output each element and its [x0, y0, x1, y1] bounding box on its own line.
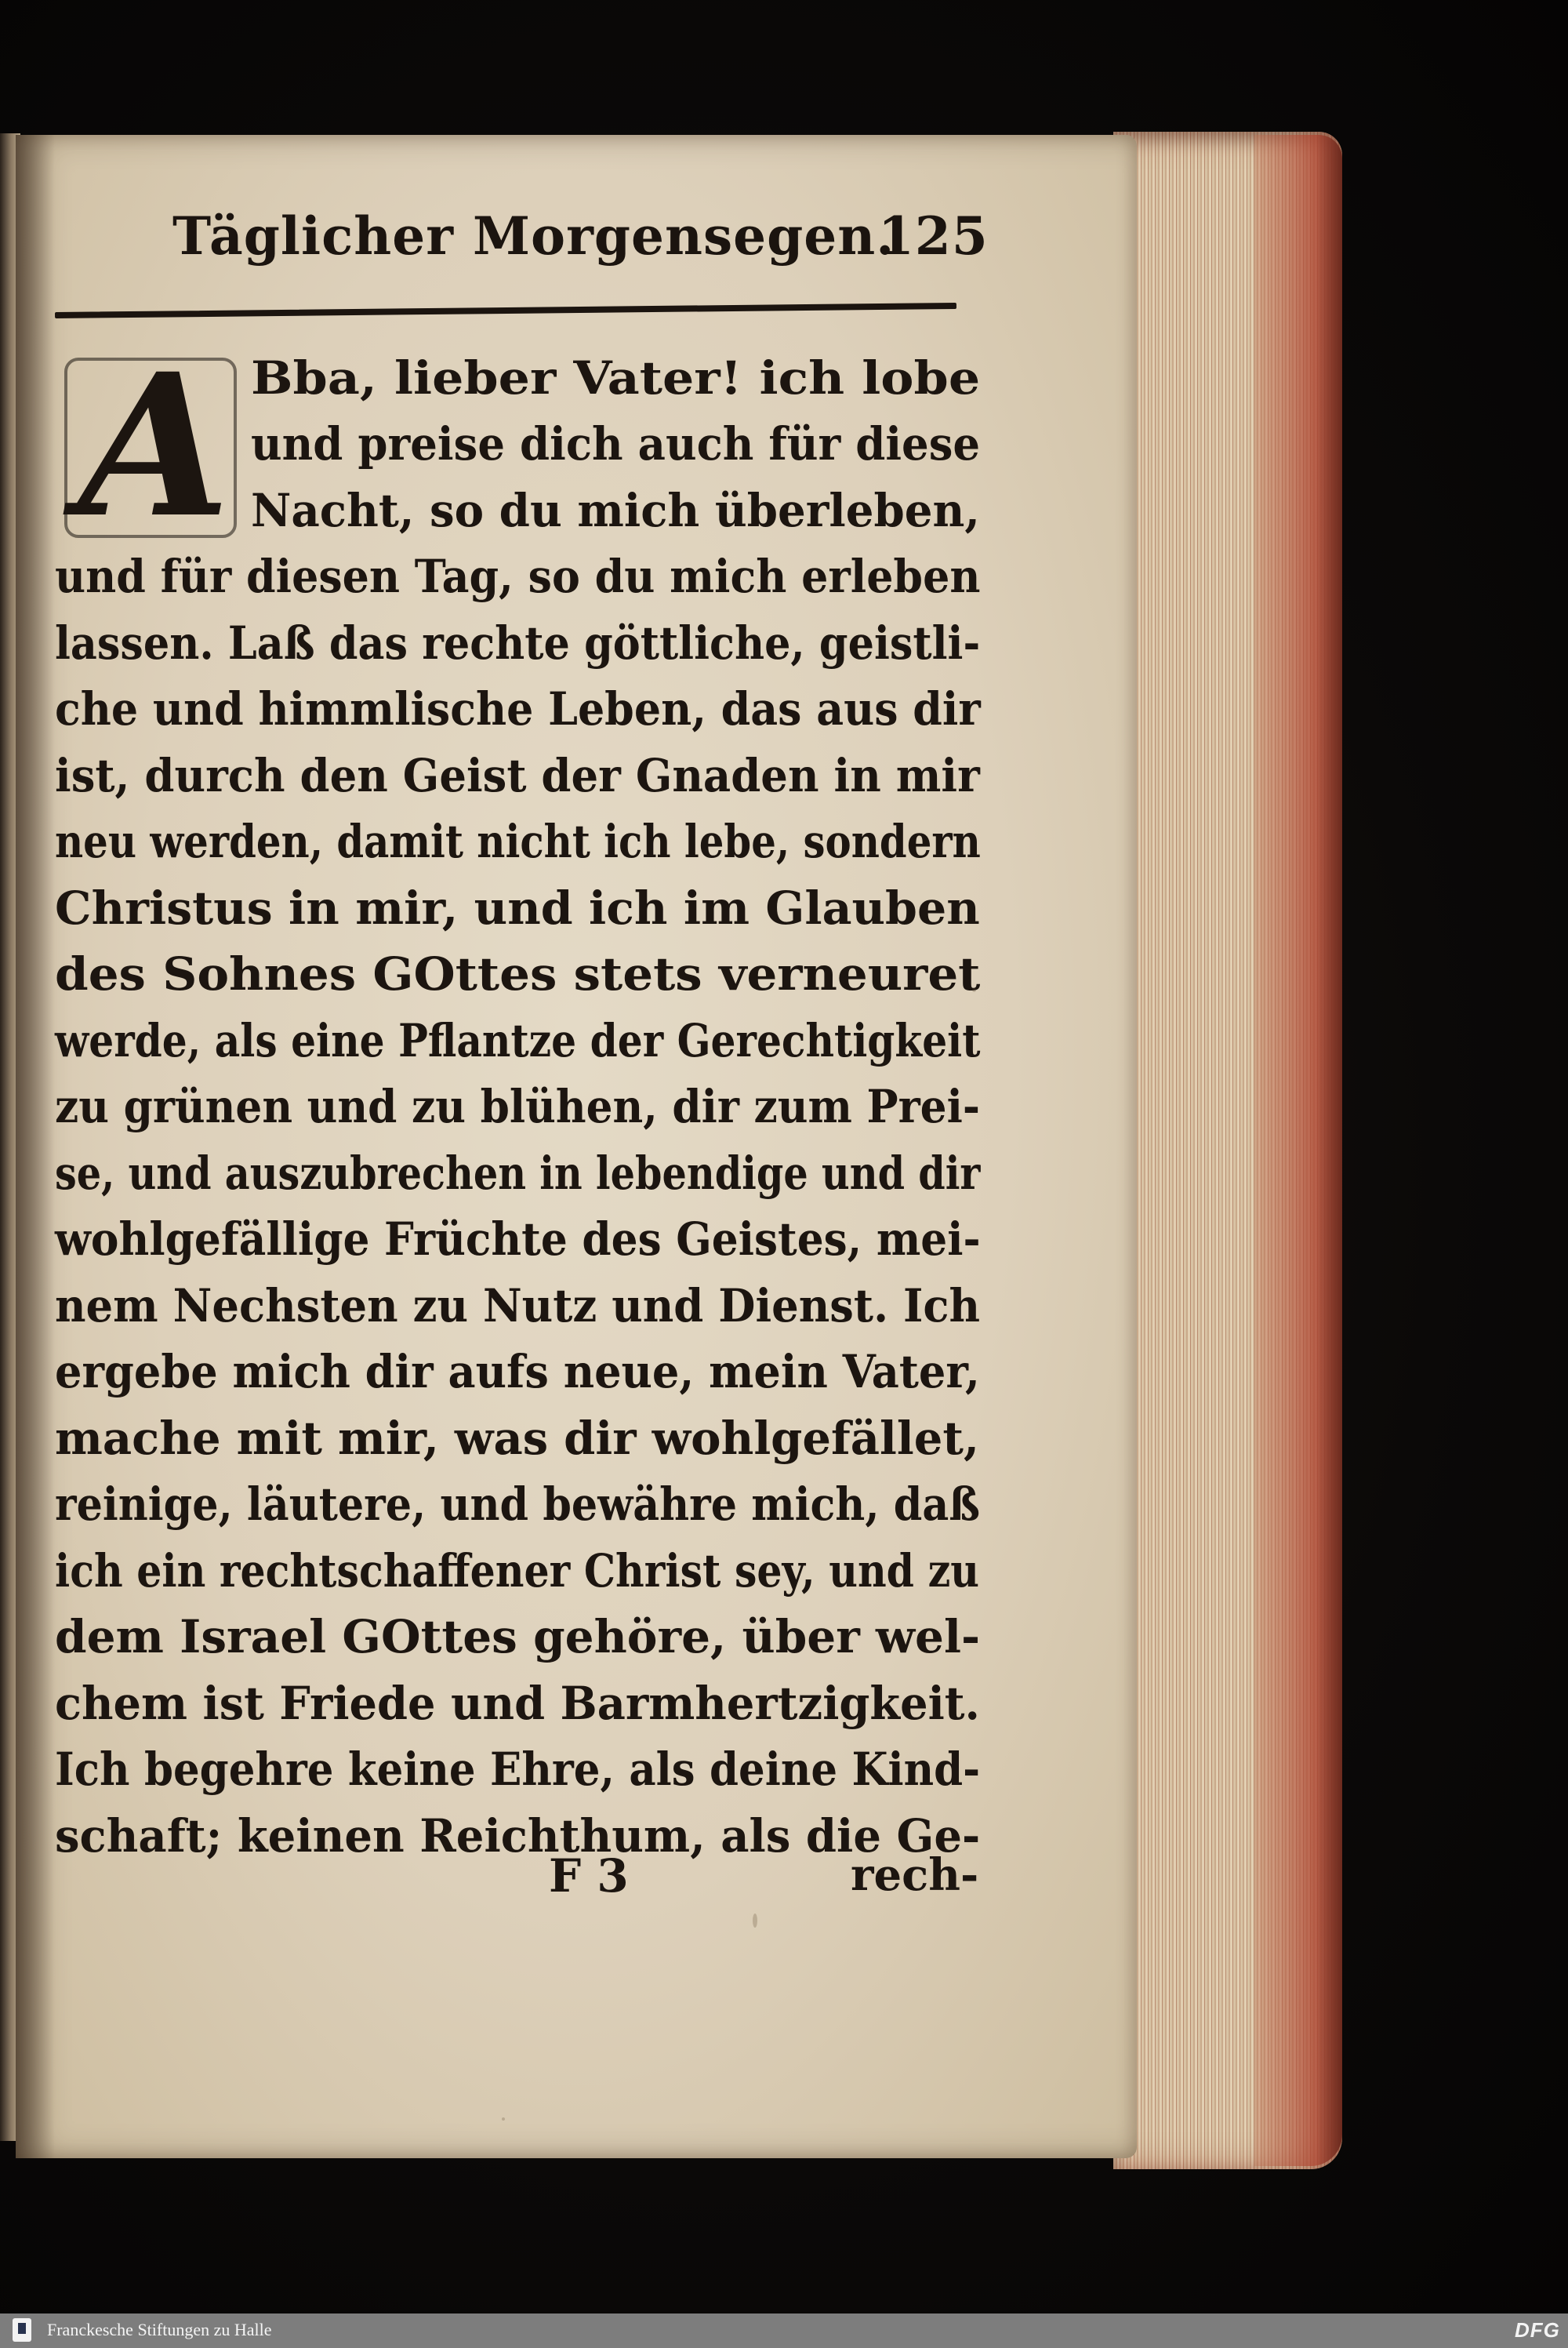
page-number: 125: [878, 205, 989, 267]
text-line: schaft; keinen Reichthum, als die Ge-: [55, 1809, 981, 1863]
text-line: ergebe mich dir aufs neue, mein Vater,: [55, 1345, 980, 1398]
text-line: chem ist Friede und Barmhertzigkeit.: [55, 1677, 980, 1730]
text-line: mache mit mir, was dir wohlgefället,: [55, 1412, 979, 1465]
text-line: und preise dich auch für diese: [251, 417, 981, 471]
text-line: des Sohnes GOttes stets verneuret: [55, 947, 981, 1001]
text-line: reinige, läutere, und bewähre mich, daß: [55, 1477, 980, 1531]
text-line: wohlgefällige Früchte des Geistes, mei-: [55, 1212, 981, 1266]
text-line: zu grünen und zu blühen, dir zum Prei-: [55, 1080, 980, 1133]
text-line: Christus in mir, und ich im Glauben: [55, 881, 980, 935]
text-line: Ich begehre keine Ehre, als deine Kind-: [55, 1743, 981, 1796]
institution-logo-icon: [13, 2318, 31, 2342]
paper-speck: [972, 988, 976, 992]
text-line: Nacht, so du mich überleben,: [251, 484, 980, 537]
catchword: rech-: [851, 1849, 979, 1901]
running-title: Täglicher Morgensegen.: [172, 205, 895, 267]
gutter-shadow: [16, 135, 55, 2158]
text-line: se, und auszubrechen in lebendige und dir: [55, 1147, 981, 1200]
text-line: nem Nechsten zu Nutz und Dienst. Ich: [55, 1279, 981, 1332]
text-line: che und himmlische Leben, das aus dir: [55, 682, 981, 736]
text-line: ist, durch den Geist der Gnaden in mir: [55, 749, 980, 802]
red-edge-coloring: [1254, 135, 1342, 2166]
dfg-logo: DFG: [1515, 2318, 1560, 2342]
text-line: und für diesen Tag, so du mich erleben: [55, 550, 981, 603]
text-line: dem Israel GOttes gehöre, über wel-: [55, 1610, 981, 1663]
footer-credits-bar: [0, 2313, 1568, 2348]
paper-speck: [753, 1914, 757, 1928]
paper-speck: [502, 2117, 505, 2121]
text-line: lassen. Laß das rechte göttliche, geistli-: [55, 616, 981, 670]
text-line: Bba, lieber Vater! ich lobe: [251, 351, 981, 405]
footer-institution: Franckesche Stiftungen zu Halle: [47, 2320, 272, 2339]
drop-cap: A: [78, 330, 230, 561]
body-text: [55, 330, 981, 1882]
text-line: ich ein rechtschaffener Christ sey, und zu: [55, 1544, 980, 1597]
text-line: neu werden, damit nicht ich lebe, sondern: [55, 815, 981, 868]
text-line: werde, als eine Pflantze der Gerechtigkeit: [55, 1014, 981, 1067]
signature-mark: F 3: [549, 1849, 629, 1903]
running-head: [172, 205, 989, 292]
